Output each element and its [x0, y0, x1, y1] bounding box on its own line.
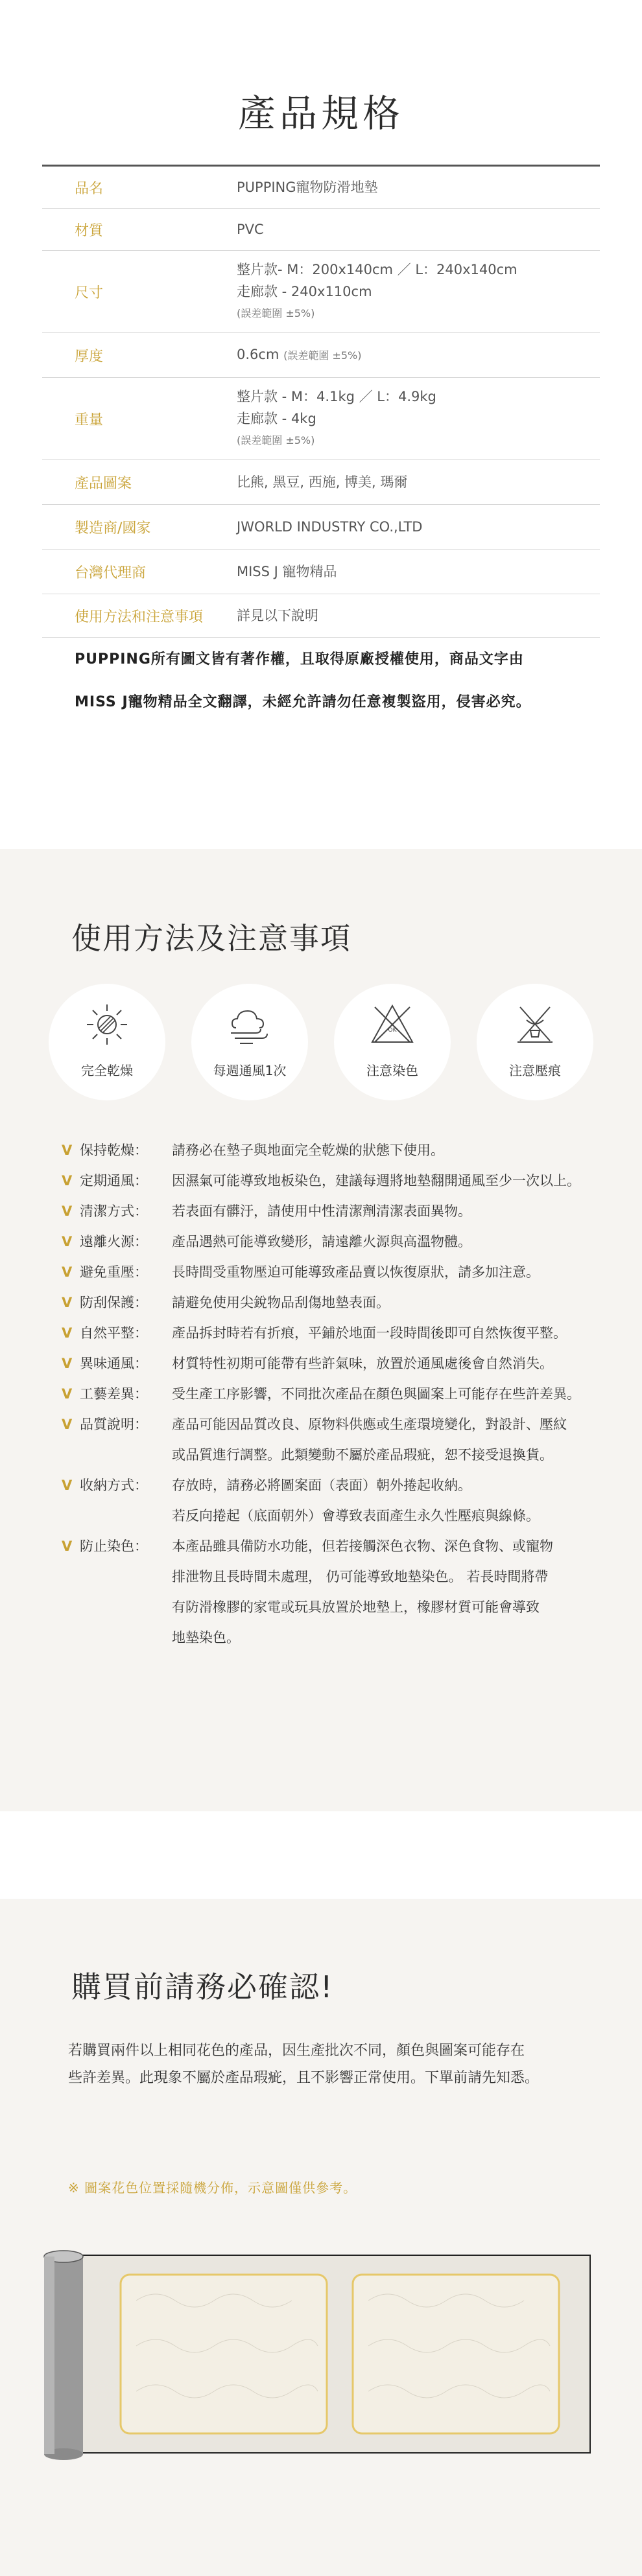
spec-value-line: 走廊款 - 240x110cm — [237, 284, 372, 299]
spec-value — [237, 333, 600, 377]
care-item-line: 存放時，請務必將圖案面（表面）朝外捲起收納。 — [172, 1478, 471, 1493]
spacer-section — [0, 1811, 642, 1899]
spec-value-line: 走廊款 - 4kg — [237, 411, 316, 426]
spec-value — [237, 550, 600, 594]
care-item — [62, 1354, 632, 1374]
care-item — [62, 1415, 632, 1465]
care-item-line: 受生產工序影響，不同批次產品在顏色與圖案上可能存在些許差異。 — [172, 1386, 580, 1402]
spec-value — [237, 460, 600, 504]
care-item-desc — [172, 1171, 632, 1191]
spec-label: 製造商/國家 — [75, 520, 151, 537]
care-item-desc — [172, 1141, 632, 1161]
care-icon-label: 每週通風1次 — [213, 1063, 287, 1078]
care-item-desc — [172, 1262, 632, 1282]
care-item-line: 若表面有髒汙，請使用中性清潔劑清潔表面異物。 — [172, 1203, 471, 1219]
svg-text:OK: OK — [388, 1027, 397, 1034]
spec-label: 尺寸 — [75, 284, 104, 301]
spec-label: 產品圖案 — [75, 475, 132, 492]
care-item-desc — [172, 1415, 632, 1465]
care-item-desc — [172, 1537, 632, 1648]
spec-value — [237, 209, 600, 250]
care-icons — [49, 984, 593, 1100]
check-marker: V — [62, 1478, 73, 1493]
wind-cloud-icon — [227, 1002, 272, 1047]
care-icon-label: 注意染色 — [366, 1063, 418, 1078]
spec-row — [42, 251, 600, 333]
check-marker: V — [62, 1356, 73, 1371]
spec-value-note: (誤差範圍 ±5%) — [237, 307, 315, 319]
spec-value-line: 整片款 - M：4.1kg ／ L：4.9kg — [237, 389, 436, 404]
care-list — [62, 1141, 632, 1658]
care-item-line: 若反向捲起（底面朝外）會導致表面產生永久性壓痕與線條。 — [172, 1508, 540, 1524]
copyright-notice: PUPPING所有圖文皆有著作權，且取得原廠授權使用，商品文字由 — [75, 651, 524, 667]
care-item-desc — [172, 1201, 632, 1222]
spec-row — [42, 378, 600, 460]
care-item — [62, 1323, 632, 1343]
spec-row — [42, 460, 600, 505]
check-marker: V — [62, 1325, 73, 1341]
spec-value — [237, 378, 600, 459]
care-item-label: 品質說明： — [80, 1417, 148, 1432]
care-item-label: 自然平整： — [80, 1325, 148, 1341]
spec-value-note: (誤差範圍 ±5%) — [283, 349, 362, 362]
care-item-line: 請避免使用尖銳物品刮傷地墊表面。 — [172, 1295, 390, 1310]
care-item-label: 遠離火源： — [80, 1234, 148, 1249]
care-item-label: 防刮保護： — [80, 1295, 148, 1310]
care-icon-label: 完全乾燥 — [81, 1063, 133, 1078]
check-marker: V — [62, 1417, 73, 1432]
care-item-line: 產品拆封時若有折痕，平鋪於地面一段時間後即可自然恢復平整。 — [172, 1325, 567, 1341]
spec-value-line: PVC — [237, 222, 264, 237]
care-item-line: 排泄物且長時間未處理， 仍可能導致地墊染色。 若長時間將帶 — [172, 1569, 549, 1584]
spec-value-line: 0.6cm — [237, 347, 279, 362]
care-item — [62, 1201, 632, 1222]
care-item-label: 工藝差異： — [80, 1386, 148, 1402]
care-item — [62, 1293, 632, 1313]
care-item — [62, 1384, 632, 1404]
section-title: 購買前請務必確認! — [71, 1969, 334, 2004]
spec-value-line: 詳見以下說明 — [237, 608, 318, 623]
spec-value-line: MISS J 寵物精品 — [237, 564, 337, 579]
check-marker: V — [62, 1234, 73, 1249]
spec-table — [42, 165, 600, 638]
care-item-desc — [172, 1384, 632, 1404]
care-item — [62, 1141, 632, 1161]
spec-row — [42, 594, 600, 638]
care-item-label: 定期通風： — [80, 1173, 148, 1189]
spec-value — [237, 594, 600, 637]
purchase-paragraph: 些許差異。此現象不屬於產品瑕疵，且不影響正常使用。下單前請先知悉。 — [68, 2070, 540, 2086]
check-marker: V — [62, 1203, 73, 1219]
care-item-label: 清潔方式： — [80, 1203, 148, 1219]
care-item-desc — [172, 1354, 632, 1374]
care-item-line: 材質特性初期可能帶有些許氣味，放置於通風處後會自然消失。 — [172, 1356, 553, 1371]
care-icon-label: 注意壓痕 — [509, 1063, 561, 1078]
spec-row — [42, 505, 600, 550]
spec-value-line: PUPPING寵物防滑地墊 — [237, 180, 378, 195]
care-icon-item — [191, 984, 308, 1100]
purchase-paragraph: 若購買兩件以上相同花色的產品，因生產批次不同，顏色與圖案可能存在 — [68, 2043, 525, 2059]
care-item-line: 本產品雖具備防水功能，但若接觸深色衣物、深色食物、或寵物 — [172, 1538, 553, 1554]
sun-dry-icon — [84, 1002, 130, 1047]
spec-value — [237, 505, 600, 549]
mat-illustration — [39, 2249, 597, 2463]
care-item-desc — [172, 1232, 632, 1252]
care-item-desc — [172, 1323, 632, 1343]
no-press-icon — [512, 1002, 558, 1047]
care-item-desc — [172, 1293, 632, 1313]
no-dye-icon — [370, 1002, 415, 1047]
care-item-label: 收納方式： — [80, 1478, 148, 1493]
spec-row — [42, 209, 600, 251]
care-item-line: 或品質進行調整。此類變動不屬於產品瑕疵，恕不接受退換貨。 — [172, 1447, 553, 1463]
care-item-label: 避免重壓： — [80, 1264, 148, 1280]
care-item-line: 因濕氣可能導致地板染色，建議每週將地墊翻開通風至少一次以上。 — [172, 1173, 580, 1189]
spec-section — [0, 0, 642, 849]
purchase-section — [0, 1899, 642, 2576]
spec-label: 重量 — [75, 412, 104, 428]
care-item-line: 請務必在墊子與地面完全乾燥的狀態下使用。 — [172, 1143, 444, 1158]
spec-label: 品名 — [75, 180, 104, 197]
section-title: 使用方法及注意事項 — [71, 921, 351, 956]
check-marker: V — [62, 1295, 73, 1310]
spec-label: 厚度 — [75, 348, 104, 365]
care-item — [62, 1171, 632, 1191]
care-item-label: 保持乾燥： — [80, 1143, 148, 1158]
care-item — [62, 1476, 632, 1526]
spec-value-line: 整片款- M：200x140cm ／ L：240x140cm — [237, 262, 517, 277]
page-title: 產品規格 — [237, 91, 404, 135]
spec-value-line: 比熊, 黑豆, 西施, 博美, 瑪爾 — [237, 474, 408, 490]
care-icon-item — [334, 984, 451, 1100]
care-item — [62, 1537, 632, 1648]
spec-label: 材質 — [75, 222, 104, 239]
spec-value — [237, 251, 600, 332]
care-icon-item — [49, 984, 165, 1100]
spec-value — [237, 167, 600, 208]
check-marker: V — [62, 1173, 73, 1189]
check-marker: V — [62, 1264, 73, 1280]
care-item-line: 有防滑橡膠的家電或玩具放置於地墊上，橡膠材質可能會導致 — [172, 1599, 540, 1615]
spec-row — [42, 550, 600, 594]
care-item-line: 產品可能因品質改良、原物料供應或生產環境變化，對設計、壓紋 — [172, 1417, 567, 1432]
care-item — [62, 1232, 632, 1252]
spec-label: 台灣代理商 — [75, 564, 147, 581]
usage-section — [0, 849, 642, 1811]
spec-value-line: JWORLD INDUSTRY CO.,LTD — [237, 519, 423, 535]
care-item-label: 防止染色： — [80, 1538, 148, 1554]
care-item-desc — [172, 1476, 632, 1526]
spec-label: 使用方法和注意事項 — [75, 609, 204, 625]
spec-row — [42, 333, 600, 378]
check-marker: V — [62, 1386, 73, 1402]
copyright-notice: MISS J寵物精品全文翻譯，未經允許請勿任意複製盜用，侵害必究。 — [75, 694, 531, 710]
care-item-line: 產品遇熱可能導致變形，請遠離火源與高溫物體。 — [172, 1234, 471, 1249]
care-item-label: 異味通風： — [80, 1356, 148, 1371]
pattern-note: ※ 圖案花色位置採隨機分佈，示意圖僅供參考。 — [68, 2180, 357, 2196]
check-marker: V — [62, 1538, 73, 1554]
spec-row — [42, 167, 600, 209]
check-marker: V — [62, 1143, 73, 1158]
care-item — [62, 1262, 632, 1282]
spec-value-note: (誤差範圍 ±5%) — [237, 434, 315, 447]
care-item-line: 地墊染色。 — [172, 1630, 240, 1645]
care-icon-item — [477, 984, 593, 1100]
care-item-line: 長時間受重物壓迫可能導致產品賣以恢復原狀，請多加注意。 — [172, 1264, 540, 1280]
